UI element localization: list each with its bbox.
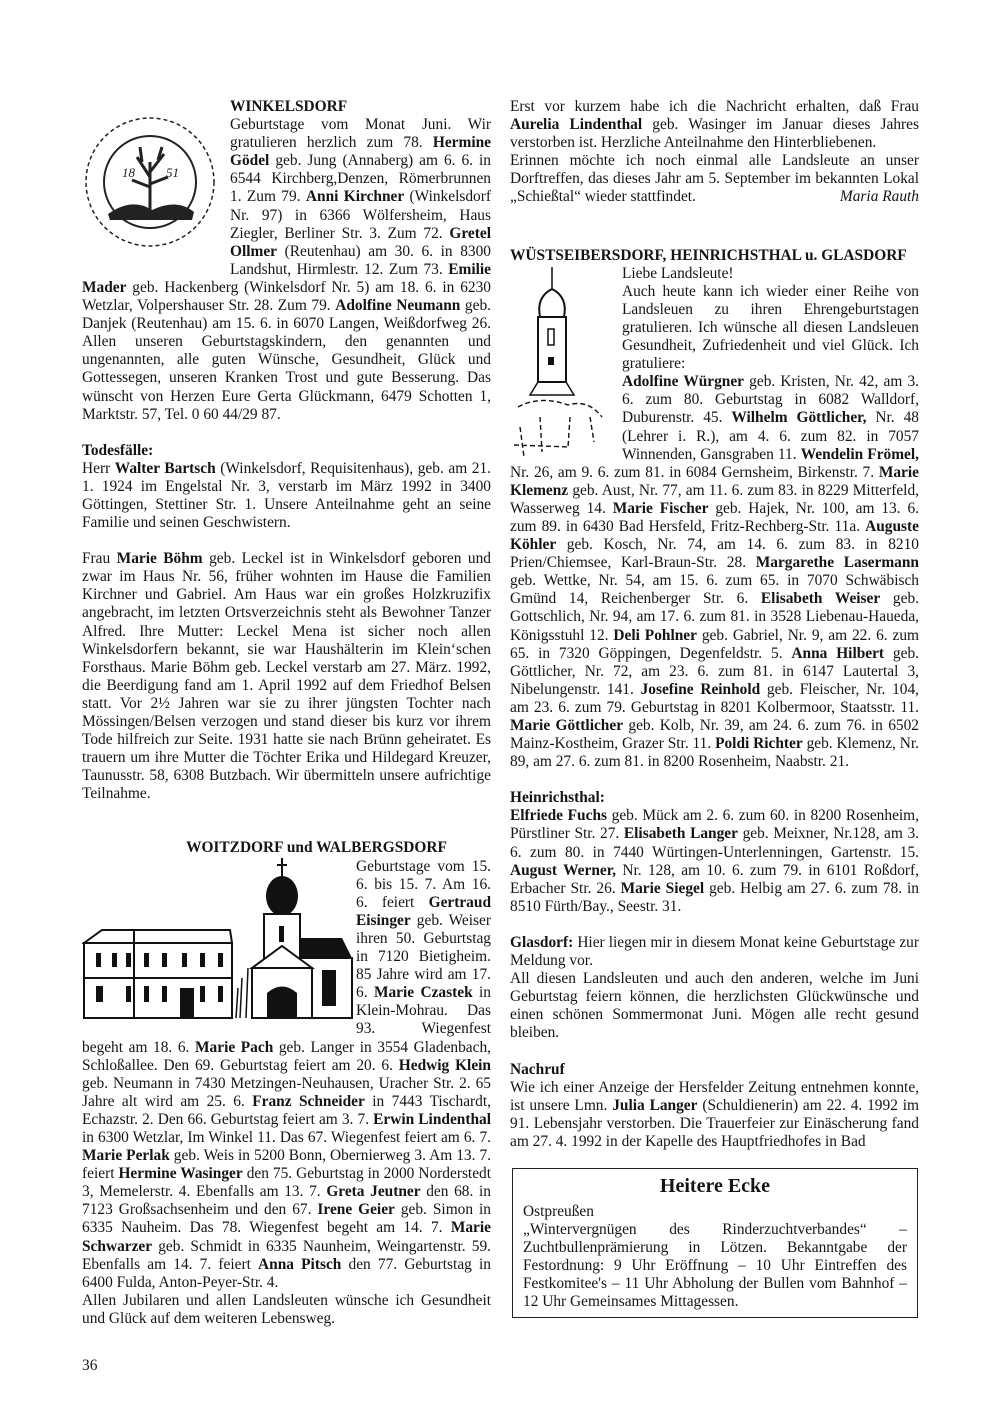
text-segment: geb. Leckel ist in Winkelsdorf geboren und zwar im Haus Nr. 56, früher wohnten im Hause die Familien Kirchner und Gabriel. Am Haus war ein großes Holzkruzifix angebracht, im letzten Ortsverzeichnis steht als Bewohner Tanzer Alfred. Ihre Mutter: Leckel Mena ist sicher noch allen Winkelsdorfern bekannt, sie war Haushälterin im Klein‘schen Forsthaus. Marie Böhm geb. Leckel verstarb am 27. März. 1992, die Beerdigung fand am 1. April 1992 auf dem Friedhof Belsen statt. Vor 2½ Jahren war sie zu ihrer jüngsten Tochter nach Mössingen/Belsen verzogen und stand dieser bis kurz vor ihrem Tode hilfreich zur Seite. 1931 hatte sie nach Brünn geheiratet. Es trauern um ihre Mutter die Töchter Erika und Hildegard Kreuzer, Taunusstr. 58, 6308 Butzbach. Wir übermitteln unsere aufrichtige Teilnahme. — [82, 550, 491, 803]
text-segment: in 6300 Wetzlar, Im Winkel 11. Das 67. Wiegenfest feiert am 6. 7. — [82, 1128, 491, 1146]
person-name: Anna Hilbert — [791, 644, 885, 662]
person-name: Marie Siegel — [620, 879, 705, 897]
person-name: Erwin Lindenthal — [373, 1110, 491, 1128]
winkelsdorf-seal-image — [82, 102, 222, 272]
person-name: Julia Langer — [612, 1096, 698, 1114]
heinrichsthal-paragraph — [510, 807, 919, 916]
closing-wishes-paragraph — [510, 970, 919, 1042]
woitzdorf-closing-paragraph — [82, 1292, 491, 1328]
text-segment: in Klein-Mohrau. Das 93. Wiegenfest begeht am 18. 6. — [82, 984, 492, 1056]
person-name: Hermine Gödel — [230, 134, 491, 170]
text-segment: in 7443 Tischardt, Echazstr. 2. Den 66. Geburtstag feiert am 3. 7. — [82, 1092, 491, 1128]
text-segment: Auch heute kann ich wieder einer Reihe von Landsleuen zu ihren Ehrengeburtstagen gratulieren. Ich wünsche all diesen Landsleuen Gesundheit, Zufriedenheit und viel Glück. Ich gratuliere: — [622, 282, 919, 373]
person-name: Marie Böhm — [116, 550, 203, 568]
person-name: Elfriede Fuchs — [510, 807, 607, 825]
text-segment: geb. Wettke, Nr. 54, am 15. 6. zum 65. in 7070 Schwäbisch Gmünd 14, Reichenberger Str. 6. — [510, 572, 919, 608]
wuestseibersdorf-heading: WÜSTSEIBERSDORF, HEINRICHSTHAL u. GLASDORF — [510, 246, 907, 264]
nachruf-heading: Nachruf — [510, 1060, 565, 1078]
person-name: Marie Perlak — [82, 1147, 170, 1165]
text-segment: Wie ich einer Anzeige der Hersfelder Zeitung entnehmen konnte, ist unsere Lmn. — [510, 1078, 919, 1114]
text-segment: geb. Danjek (Reutenhau) am 15. 6. in 6070 Langen, Weißdorfweg 26. Allen unseren Geburtstagskindern, den genannten und ungenannten, alle guten Wünsche, Gesundheit, Glück und Gottessegen, unseren Kranken Trost und gute Besserung. Das wünscht von Herzen Eure Gerta Glückmann, 6479 Schotten 1, Marktstr. 57, Tel. 0 60 44/29 87. — [82, 297, 491, 423]
person-name: Elisabeth Langer — [623, 825, 738, 843]
text-segment: Erinnen möchte ich noch einmal alle Landsleute an unser Dorftreffen, das dieses Jahr am 5. September im bekannten Lokal „Schießtal“ wieder stattfindet. — [510, 152, 919, 206]
person-name: Walter Bartsch — [114, 459, 216, 477]
svg-text:51: 51 — [166, 165, 179, 180]
text-segment: geb. Kristen, Nr. 42, am 3. 6. zum 80. Geburtstag in 6082 Walldorf, Duburenstr. 45. — [622, 373, 919, 427]
person-name: Josefine Reinhold — [640, 680, 761, 698]
dorftreffen-paragraph — [510, 152, 919, 206]
aurelia-lindenthal-paragraph — [510, 98, 919, 152]
text-segment: geb. Neumann in 7430 Metzingen-Neuhausen, Uracher Str. 2. 65 Jahre alt wird am 25. 6. — [82, 1074, 491, 1110]
text-segment: (Schuldienerin) am 22. 4. 1992 im 91. Lebensjahr verstorben. Die Trauerfeier zur Einäscherung fand am 27. 4. 1992 in der Kapelle des Hauptfriedhofes in Bad — [510, 1096, 919, 1150]
person-name: Marie Fischer — [612, 499, 709, 517]
person-name: Hedwig Klein — [398, 1056, 491, 1074]
person-name: Marie Czastek — [373, 984, 473, 1002]
text-segment: Geburtstage vom 15. 6. bis 15. 7. Am 16. 6. feiert — [356, 857, 491, 911]
text-segment: (Winkelsdorf Nr. 97) in 6366 Wölfersheim, Haus Ziegler, Berliner Str. 3. Zum 72. — [230, 188, 491, 242]
text-segment: geb. Schmidt in 6335 Naunheim, Weingartenstr. 59. Ebenfalls am 14. 7. feiert — [82, 1237, 491, 1273]
text-segment: geb. Klemenz, Nr. 89, am 27. 6. zum 81. in 8200 Rosenheim, Naabstr. 21. — [510, 735, 920, 771]
text-segment: geb. Wasinger im Januar dieses Jahres verstorben ist. Herzliche Anteilnahme den Hinterbliebenen. — [510, 116, 919, 152]
person-name: Franz Schneider — [252, 1092, 365, 1110]
person-name: Wilhelm Göttlicher, — [731, 409, 867, 427]
text-segment: Allen Jubilaren und allen Landsleuten wünsche ich Gesundheit und Glück auf dem weiteren Lebensweg. — [82, 1291, 491, 1327]
text-segment: geb. Kosch, Nr. 74, am 14. 6. zum 83. in 8210 Prien/Chiemsee, Karl-Braun-Str. 28. — [510, 536, 919, 572]
nachruf-paragraph — [510, 1079, 919, 1151]
heinrichsthal-heading: Heinrichsthal: — [510, 789, 605, 807]
person-name: Aurelia Lindenthal — [510, 116, 643, 134]
text-segment: geb. Kolb, Nr. 39, am 24. 6. zum 76. in 6502 Mainz-Kostheim, Grazer Str. 11. — [510, 717, 920, 753]
person-name: Wendelin Frömel, — [800, 445, 919, 463]
text-segment: Erst vor kurzem habe ich die Nachricht erhalten, daß Frau — [510, 98, 919, 115]
text-segment: geb. Gottschlich, Nr. 94, am 17. 6. zum 81. in 3528 Liebenau-Haueda, Königsstuhl 12. — [510, 590, 919, 644]
text-segment: Nr. 48 (Lehrer i. R.), am 4. 6. zum 82. in 7057 Winnenden, Gansgraben 11. — [622, 409, 919, 463]
person-name: Auguste Köhler — [510, 517, 919, 554]
heitere-ecke-title: Heitere Ecke — [659, 1175, 771, 1197]
person-name: Marie Schwarzer — [82, 1219, 491, 1255]
text-segment: geb. Hackenberg (Winkelsdorf Nr. 5) am 18. 6. in 6230 Wetzlar, Volpershauser Str. 28. Zum 79. — [82, 278, 491, 315]
person-name: Greta Jeutner — [326, 1183, 421, 1201]
person-name: Irene Geier — [317, 1201, 395, 1219]
person-name: Anna Pitsch — [258, 1255, 342, 1273]
person-name: Poldi Richter — [715, 735, 803, 753]
person-name: Elisabeth Weiser — [760, 590, 881, 608]
text-segment: Herr — [82, 459, 115, 477]
text-segment: All diesen Landsleuten und auch den anderen, welche im Juni Geburtstag feiern können, die herzlichsten Glückwünsche und einen schönen Sommermonat Juni. Mögen alle recht gesund bleiben. — [510, 970, 919, 1042]
text-segment: geb. Weis in 5200 Bonn, Obernierweg 3. Am 13. 7. feiert — [82, 1147, 491, 1183]
text-segment: geb. Aust, Nr. 77, am 11. 6. zum 83. in 8229 Mitterfeld, Wasserweg 14. — [510, 481, 919, 517]
text-segment: geb. Fleischer, Nr. 104, am 23. 6. zum 79. Geburtstag in 8201 Kolbermoor, Staatsstr. 11. — [510, 680, 919, 716]
winkelsdorf-heading: WINKELSDORF — [230, 98, 348, 115]
person-name: Glasdorf: — [510, 933, 574, 951]
person-name: Gertraud Eisinger — [356, 893, 491, 929]
text-segment: geb. Simon in 6335 Nauheim. Das 78. Wiegenfest begeht am 14. 7. — [82, 1201, 491, 1237]
person-name: Gretel Ollmer — [230, 224, 491, 260]
heitere-ecke-box — [512, 1168, 918, 1318]
marie-boehm-paragraph — [82, 550, 491, 803]
text-segment: geb. Göttlicher, Nr. 72, am 23. 6. zum 81. in 6147 Lautertal 3, Nibelungenstr. 141. — [510, 644, 919, 698]
person-name: Emilie Mader — [82, 260, 491, 296]
deaths-heading: Todesfälle: — [82, 441, 154, 459]
text-segment: (Reutenhau) am 30. 6. in 8300 Landshut, Hirmlestr. 12. Zum 73. — [230, 242, 491, 278]
person-name: Hermine Wasinger — [118, 1165, 243, 1183]
text-segment: (Winkelsdorf, Requisitenhaus), geb. am 21. 1. 1924 im Engelstal Nr. 3, verstarb im März 1992 in 3400 Göttingen, Stettiner Str. 1. Unsere Anteilnahme geht an seine Familie und seinen Geschwistern. — [82, 459, 491, 532]
person-name: Marie Pach — [195, 1038, 274, 1056]
person-name: Adolfine Neumann — [335, 297, 461, 315]
heitere-ecke-subtitle: Ostpreußen — [523, 1203, 594, 1220]
signature: Maria Rauth — [839, 188, 919, 206]
text-segment: Geburtstage vom Monat Juni. Wir gratulieren herzlich zum 78. — [230, 116, 491, 152]
text-segment: geb. Weiser ihren 50. Geburtstag in 7120 Bietigheim. 85 Jahre wird am 17. 6. — [356, 911, 491, 1002]
text-segment: den 75. Geburtstag in 2000 Norderstedt 3, Memelerstr. 4. Ebenfalls am 13. 7. — [82, 1165, 492, 1201]
heitere-ecke-text: „Wintervergnügen des Rinderzuchtverbandes“ – Zuchtbullenprämierung in Lötzen. Bekanntgabe der Festordnung: 9 Uhr Eröffnung – 10 Uhr Eintreffen des Festkomitee's – 11 Uhr Abholung der Bullen vom Bahnhof – 12 Uhr Gemeinsames Mittagessen. — [523, 1221, 907, 1311]
church-tower-sketch-image — [510, 267, 618, 461]
text-segment: geb. Langer in 3554 Gladenbach, Schloßallee. Den 69. Geburtstag feiert am 20. 6. — [82, 1038, 492, 1074]
greeting: Liebe Landsleute! — [622, 264, 734, 282]
woitzdorf-church-and-house-image — [82, 858, 354, 1028]
deaths-paragraph — [82, 460, 491, 532]
text-segment: geb. Helbig am 27. 6. zum 78. in 8510 Fürth/Bay., Seestr. 31. — [510, 879, 919, 915]
person-name: Anni Kirchner — [305, 188, 405, 206]
svg-text:18: 18 — [122, 165, 135, 180]
person-name: Marie Göttlicher — [510, 717, 624, 734]
glasdorf-paragraph — [510, 934, 919, 970]
right-column — [510, 98, 919, 1151]
person-name: Adolfine Würgner — [622, 373, 745, 391]
text-segment: Hier liegen mir in diesem Monat keine Geburtstage zur Meldung vor. — [510, 933, 919, 970]
text-segment: geb. Meixner, Nr.128, am 3. 6. zum 80. in 7440 Würtingen-Unterlenningen, Gartenstr. 15. — [510, 825, 919, 861]
woitzdorf-heading: WOITZDORF und WALBERGSDORF — [186, 839, 447, 857]
person-name: Marie Klemenz — [510, 463, 919, 499]
page-number: 36 — [82, 1357, 98, 1374]
person-name: August Werner, — [510, 861, 616, 879]
person-name: Deli Pohlner — [613, 626, 697, 644]
text-segment: Nr. 26, am 9. 6. zum 81. in 6084 Gernsheim, Birkenstr. 7. — [510, 463, 879, 481]
text-segment: geb. Jung (Annaberg) am 6. 6. in 6544 Kirchberg,Denzen, Römerbrunnen 1. Zum 79. — [230, 152, 491, 206]
text-segment: den 77. Geburtstag in 6400 Fulda, Anton-Peyer-Str. 4. — [82, 1255, 491, 1291]
left-column — [82, 98, 491, 1328]
text-segment: geb. Mück am 2. 6. zum 60. in 8200 Rosenheim, Pürstliner Str. 27. — [510, 807, 919, 843]
text-segment: Nr. 128, am 10. 6. zum 79. in 6101 Roßdorf, Erbacher Str. 26. — [510, 861, 919, 897]
text-segment: geb. Hajek, Nr. 100, am 13. 6. zum 89. in 6430 Bad Hersfeld, Fritz-Rechberg-Str. 11a. — [510, 499, 919, 535]
text-segment: Frau — [82, 550, 117, 568]
person-name: Margarethe Lasermann — [755, 554, 919, 572]
text-segment: den 68. in 7123 Großsachsenheim und den 67. — [82, 1183, 491, 1219]
text-segment: geb. Gabriel, Nr. 9, am 22. 6. zum 65. in 7320 Göppingen, Degenfeldstr. 5. — [510, 626, 919, 662]
